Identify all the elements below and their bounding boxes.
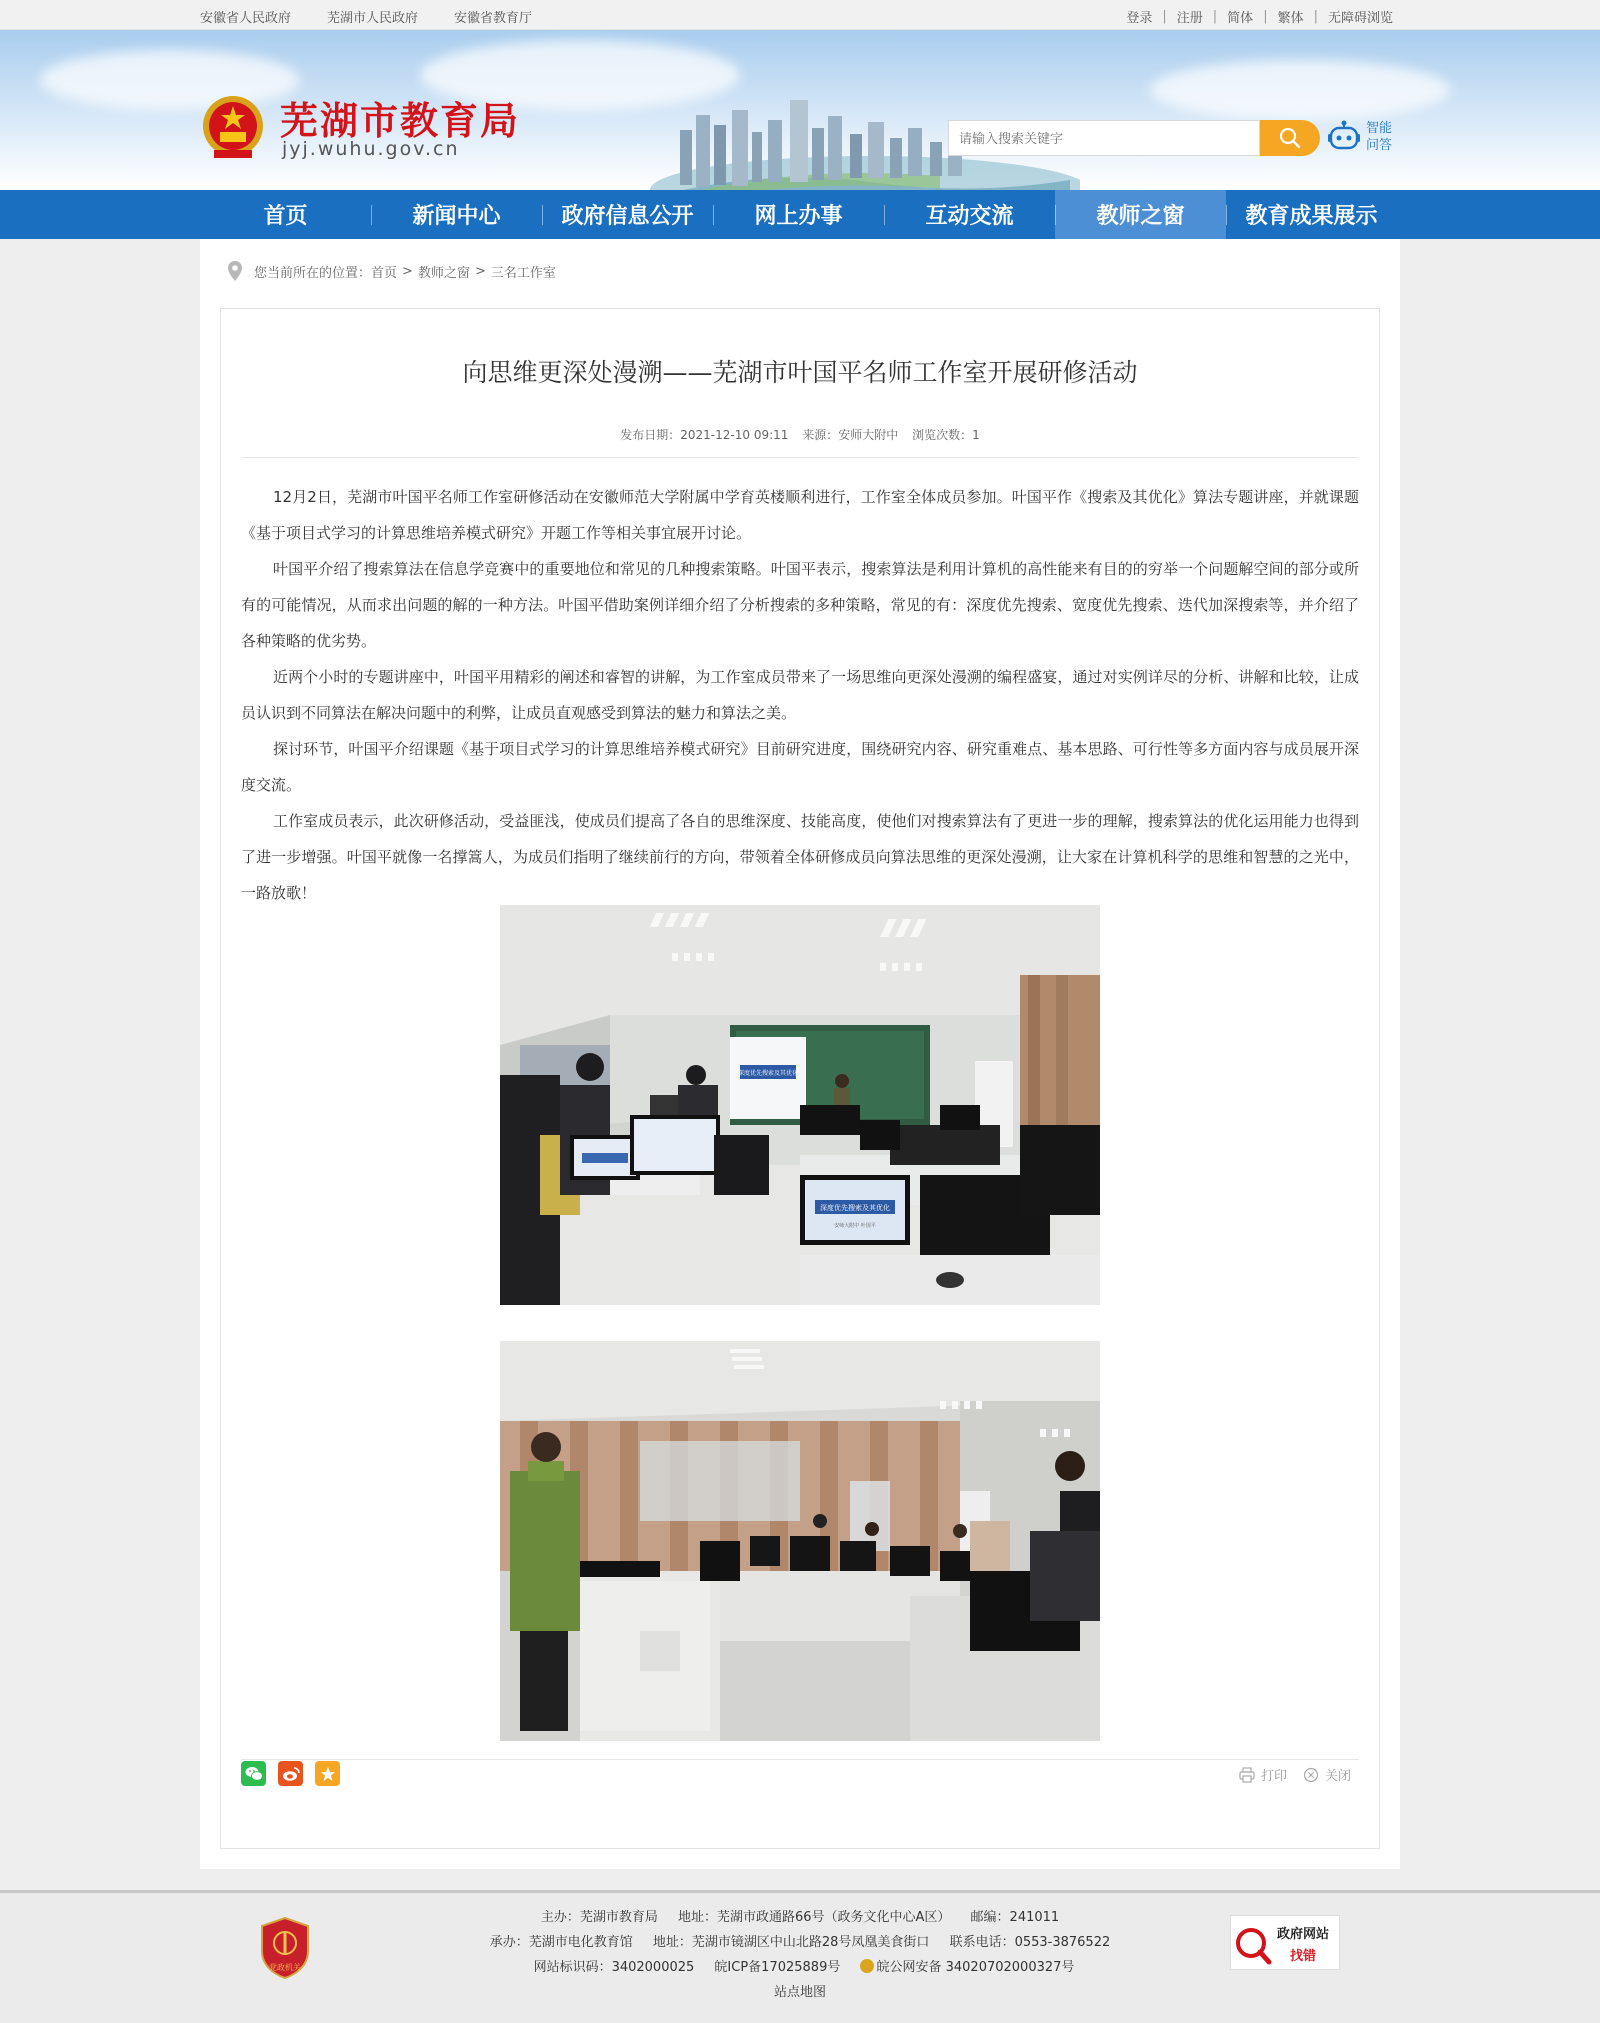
footer-organizer-address: 地址：芜湖市镜湖区中山北路28号凤凰美食街口 [652,1935,930,1950]
close-button[interactable] [1303,1765,1351,1784]
footer-police-link[interactable]: 皖公网安备 34020702000327号 [876,1960,1075,1975]
wechat-icon [245,1766,263,1782]
teacher-presenting-photo-image [500,1341,1100,1741]
link-wuhu-gov[interactable]: 芜湖市人民政府 [327,11,419,26]
separator: | [1313,9,1318,24]
footer-phone: 联系电话：0553-3876522 [949,1935,1111,1950]
publish-date: 发布日期：2021-12-10 09:11 [620,428,789,442]
star-icon [320,1766,336,1782]
share-weibo-button[interactable] [278,1761,303,1786]
print-label: 打印 [1260,1769,1287,1784]
footer-postcode: 邮编：241011 [970,1910,1060,1925]
login-link[interactable]: 登录 [1126,11,1153,26]
slide-author: 安师大附中 叶国平 [834,1223,876,1229]
robot-icon[interactable] [1328,120,1360,156]
article-tools [1239,1765,1351,1784]
govsite-subtitle: 找错 [1289,1949,1317,1964]
simplified-link[interactable]: 简体 [1227,11,1254,26]
weibo-icon [282,1766,300,1782]
article-photo [500,1341,1100,1741]
close-label: 关闭 [1324,1769,1351,1784]
nav-item-online-services[interactable]: 网上办事 [713,190,884,239]
breadcrumb-home[interactable]: 首页 [371,265,398,281]
article-meta [221,426,1379,443]
slide-title: 深度优先搜索及其优化 [820,1204,890,1212]
breadcrumb-separator: > [474,263,486,279]
govsite-title: 政府网站 [1276,1927,1330,1942]
article-source: 来源：安师大附中 [802,428,899,442]
footer-row [0,1980,1600,2005]
site-footer [0,1890,1600,2023]
nav-item-teachers[interactable]: 教师之窗 [1055,190,1226,239]
nav-item-gov-info[interactable]: 政府信息公开 [542,190,713,239]
svg-text:.: . [530,947,531,948]
printer-icon [1239,1767,1255,1783]
site-header [0,30,1600,190]
share-buttons [241,1761,340,1786]
article [220,308,1380,1849]
sitemap-link[interactable]: 站点地图 [773,1985,826,2000]
traditional-link[interactable]: 繁体 [1277,11,1304,26]
divider [241,457,1359,458]
separator: | [1263,9,1268,24]
site-domain: jyj.wuhu.gov.cn [282,138,460,160]
nav-item-interaction[interactable]: 互动交流 [884,190,1055,239]
article-photo [500,905,1100,1305]
footer-row [0,1905,1600,1930]
accessibility-link[interactable]: 无障碍浏览 [1327,11,1393,26]
party-badge-label: 党政机关 [269,1963,301,1972]
separator: | [1212,9,1218,24]
divider [241,1759,1359,1760]
breadcrumb [228,261,556,281]
footer-organizer: 承办：芜湖市电化教育馆 [489,1935,633,1950]
main-content [200,239,1400,1869]
footer-site-id: 网站标识码：3402000025 [533,1960,695,1975]
footer-sponsor-address: 地址：芜湖市政通路66号（政务文化中心A区） [677,1910,951,1925]
public-security-icon [860,1959,874,1973]
top-right-links [1126,7,1393,26]
article-body [241,479,1359,911]
paragraph: 12月2日，芜湖市叶国平名师工作室研修活动在安徽师范大学附属中学育英楼顺利进行，工作室全体成员参加。叶国平作《搜索及其优化》算法专题讲座，并就课题《基于项目式学习的计算思维培养模式研究》开题工作等相关事宜展开讨论。 [241,488,1359,542]
footer-sponsor: 主办：芜湖市教育局 [540,1910,658,1925]
search-box [948,120,1260,156]
cloud-decoration [1150,60,1450,120]
nav-item-news[interactable]: 新闻中心 [371,190,542,239]
location-pin-icon [228,261,242,281]
search-input[interactable] [949,121,1239,155]
slide-title: 深度优先搜索及其优化 [737,1070,799,1077]
share-wechat-button[interactable] [241,1761,266,1786]
breadcrumb-studio[interactable]: 三名工作室 [490,265,556,281]
top-links [200,7,532,26]
separator: | [1162,9,1167,24]
smart-qa-link[interactable]: 智能问答 [1366,121,1393,153]
main-nav [0,190,1600,239]
footer-row [0,1955,1600,1980]
register-link[interactable]: 注册 [1176,11,1203,26]
link-anhui-edu[interactable]: 安徽省教育厅 [454,11,533,26]
nav-item-achievements[interactable]: 教育成果展示 [1226,190,1397,239]
search-icon [1279,127,1301,149]
breadcrumb-teachers[interactable]: 教师之窗 [417,265,470,281]
close-icon [1303,1767,1319,1783]
top-bar [0,0,1600,30]
print-button[interactable] [1239,1765,1287,1784]
gov-website-error-report-badge[interactable] [1230,1915,1340,1970]
gov-website-logo-icon [1231,1916,1341,1971]
article-title: 向思维更深处漫溯——芜湖市叶国平名师工作室开展研修活动 [462,358,1138,387]
footer-icp-link[interactable]: 皖ICP备17025889号 [714,1960,841,1975]
classroom-photo-image [500,905,1100,1305]
footer-info [0,1905,1600,2005]
site-title[interactable]: 芜湖市教育局 [280,98,521,143]
view-count: 浏览次数：1 [912,428,980,442]
paragraph: 叶国平介绍了搜索算法在信息学竞赛中的重要地位和常见的几种搜索策略。叶国平表示，搜索算法是利用计算机的高性能来有目的的穷举一个问题解空间的部分或所有的可能情况，从而求出问题的解的一种方法。叶国平借助案例详细介绍了分析搜索的多种策略，常见的有：深度优先搜索、宽度优先搜索、迭代加深搜索等，并介绍了各种策略的优劣势。 [241,560,1359,650]
paragraph: 近两个小时的专题讲座中，叶国平用精彩的阐述和睿智的讲解，为工作室成员带来了一场思维向更深处漫溯的编程盛宴，通过对实例详尽的分析、讲解和比较，让成员认识到不同算法在解决问题中的利弊，让成员直观感受到算法的魅力和算法之美。 [241,668,1359,722]
search-button[interactable] [1260,120,1320,156]
favorite-button[interactable] [315,1761,340,1786]
breadcrumb-prefix: 您当前所在的位置： [254,265,372,281]
national-emblem-icon [200,92,266,162]
breadcrumb-separator: > [402,263,413,279]
paragraph: 工作室成员表示，此次研修活动，受益匪浅，使成员们提高了各自的思维深度、技能高度，使他们对搜索算法有了更进一步的理解，搜索算法的优化运用能力也得到了进一步增强。叶国平就像一名撑篙人，为成员们指明了继续前行的方向，带领着全体研修成员向算法思维的更深处漫溯，让大家在计算机科学的思维和智慧的之光中，一路放歌！ [241,812,1359,902]
paragraph: 探讨环节，叶国平介绍课题《基于项目式学习的计算思维培养模式研究》目前研究进度，围绕研究内容、研究重难点、基本思路、可行性等多方面内容与成员展开深度交流。 [241,740,1359,794]
footer-row [0,1930,1600,1955]
link-anhui-gov[interactable]: 安徽省人民政府 [200,11,292,26]
nav-item-home[interactable]: 首页 [263,204,308,229]
